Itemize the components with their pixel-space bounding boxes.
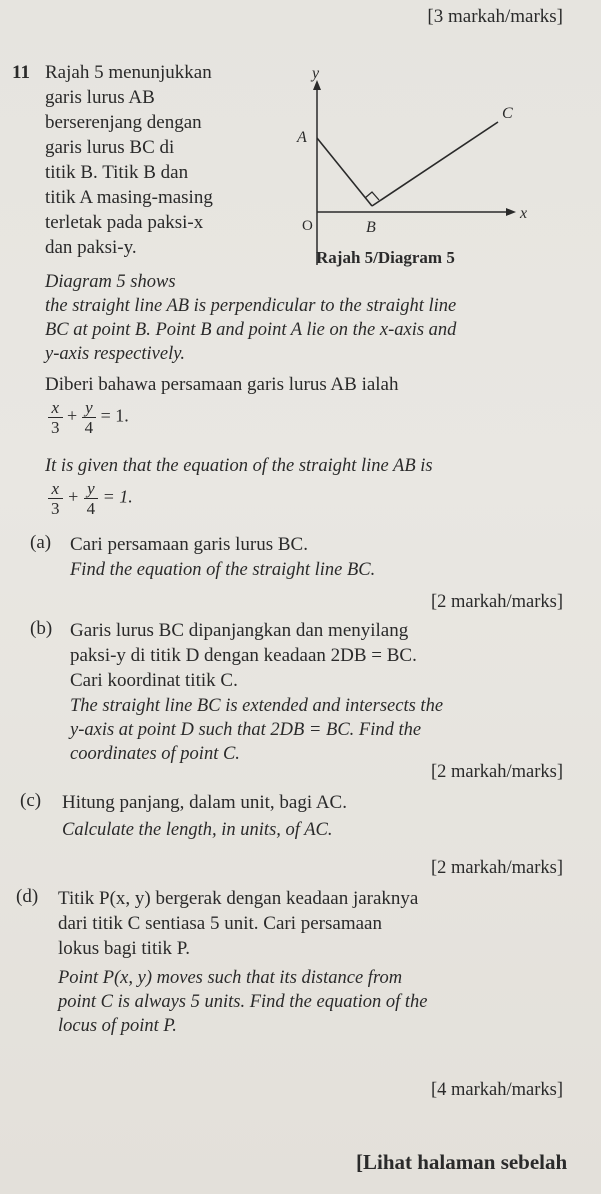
label-a: A: [297, 129, 307, 146]
given-malay: Diberi bahawa persamaan garis lurus AB ialah: [45, 374, 399, 395]
intro-malay-line: titik A masing-masing: [45, 187, 213, 208]
intro-malay-line: dan paksi-y.: [45, 237, 137, 258]
part-b-malay: [70, 618, 570, 693]
part-b-english-line: The straight line BC is extended and intersects the: [70, 696, 444, 716]
part-b-label: (b): [30, 618, 53, 639]
part-b-english: [70, 694, 570, 766]
top-marks: [3 markah/marks]: [427, 6, 563, 27]
diagram-caption: Rajah 5/Diagram 5: [316, 248, 455, 267]
intro-english-line: BC at point B. Point B and point A lie on the x-axis and: [45, 320, 457, 340]
intro-malay-line: berserenjang dengan: [45, 112, 202, 133]
equation-english: [48, 479, 133, 518]
part-d-malay: [58, 886, 568, 961]
label-y: y: [312, 65, 320, 82]
part-d-marks: [4 markah/marks]: [430, 1080, 563, 1100]
question-intro-malay: [45, 60, 265, 260]
part-b-malay-line: paksi-y di titik D dengan keadaan 2DB = BC.: [70, 645, 417, 666]
part-b-malay-line: Cari koordinat titik C.: [70, 670, 238, 691]
intro-malay-line: garis lurus AB: [45, 87, 155, 108]
part-d-english-line: point C is always 5 units. Find the equation of the: [58, 992, 428, 1012]
equation-malay: [48, 398, 129, 437]
fraction-y-over-4: $\frac{y}{4}$: [84, 479, 99, 518]
plus-sign: +: [67, 486, 80, 507]
equation-rhs: = 1.: [102, 486, 133, 507]
label-b: B: [366, 219, 376, 236]
equation-rhs: = 1.: [100, 405, 129, 426]
diagram-5: [280, 60, 560, 280]
line-bc: [372, 122, 498, 206]
part-d-malay-line: Titik P(x, y) bergerak dengan keadaan jaraknya: [58, 888, 419, 909]
intro-english-line: the straight line AB is perpendicular to the straight line: [45, 296, 457, 316]
question-intro-english: [45, 270, 555, 366]
part-b-marks: [2 markah/marks]: [430, 762, 563, 782]
part-d-english-line: Point P(x, y) moves such that its distance from: [58, 968, 403, 988]
part-c-marks: [2 markah/marks]: [430, 858, 563, 878]
intro-malay-line: garis lurus BC di: [45, 137, 175, 158]
intro-malay-line: Rajah 5 menunjukkan: [45, 62, 212, 83]
label-x: x: [520, 205, 528, 222]
question-number: 11: [12, 62, 30, 83]
part-d-malay-line: dari titik C sentiasa 5 unit. Cari persamaan: [58, 913, 382, 934]
intro-english-line: y-axis respectively.: [45, 344, 186, 364]
part-a-malay: Cari persamaan garis lurus BC.: [70, 534, 308, 555]
part-d-english: [58, 966, 568, 1038]
plus-sign: +: [67, 405, 78, 426]
fraction-y-over-4: $\frac{y}{4}$: [82, 398, 97, 437]
intro-malay-line: terletak pada paksi-x: [45, 212, 204, 233]
part-b-english-line: y-axis at point D such that 2DB = BC. Find the: [70, 720, 422, 740]
part-d-malay-line: lokus bagi titik P.: [58, 938, 190, 959]
part-b-english-line: coordinates of point C.: [70, 744, 240, 764]
part-c-label: (c): [20, 790, 42, 811]
part-d-label: (d): [16, 886, 39, 907]
x-axis-arrow: [506, 208, 516, 216]
intro-english-line: Diagram 5 shows: [45, 272, 176, 292]
part-d-english-line: locus of point P.: [58, 1016, 177, 1036]
footer-next-page: [Lihat halaman sebelah: [356, 1150, 568, 1174]
label-c: C: [502, 105, 513, 122]
intro-malay-line: titik B. Titik B dan: [45, 162, 189, 183]
fraction-x-over-3: $\frac{x}{3}$: [48, 479, 63, 518]
label-origin: O: [302, 218, 313, 234]
part-b-malay-line: Garis lurus BC dipanjangkan dan menyilang: [70, 620, 409, 641]
given-english: It is given that the equation of the straight line AB is: [45, 456, 433, 476]
part-c-english: Calculate the length, in units, of AC.: [62, 820, 333, 840]
fraction-x-over-3: $\frac{x}{3}$: [48, 398, 63, 437]
line-ab: [317, 138, 372, 206]
part-a-label: (a): [30, 532, 52, 553]
part-c-malay: Hitung panjang, dalam unit, bagi AC.: [62, 792, 347, 813]
part-a-english: Find the equation of the straight line BC.: [70, 560, 376, 580]
part-a-marks: [2 markah/marks]: [430, 592, 563, 612]
